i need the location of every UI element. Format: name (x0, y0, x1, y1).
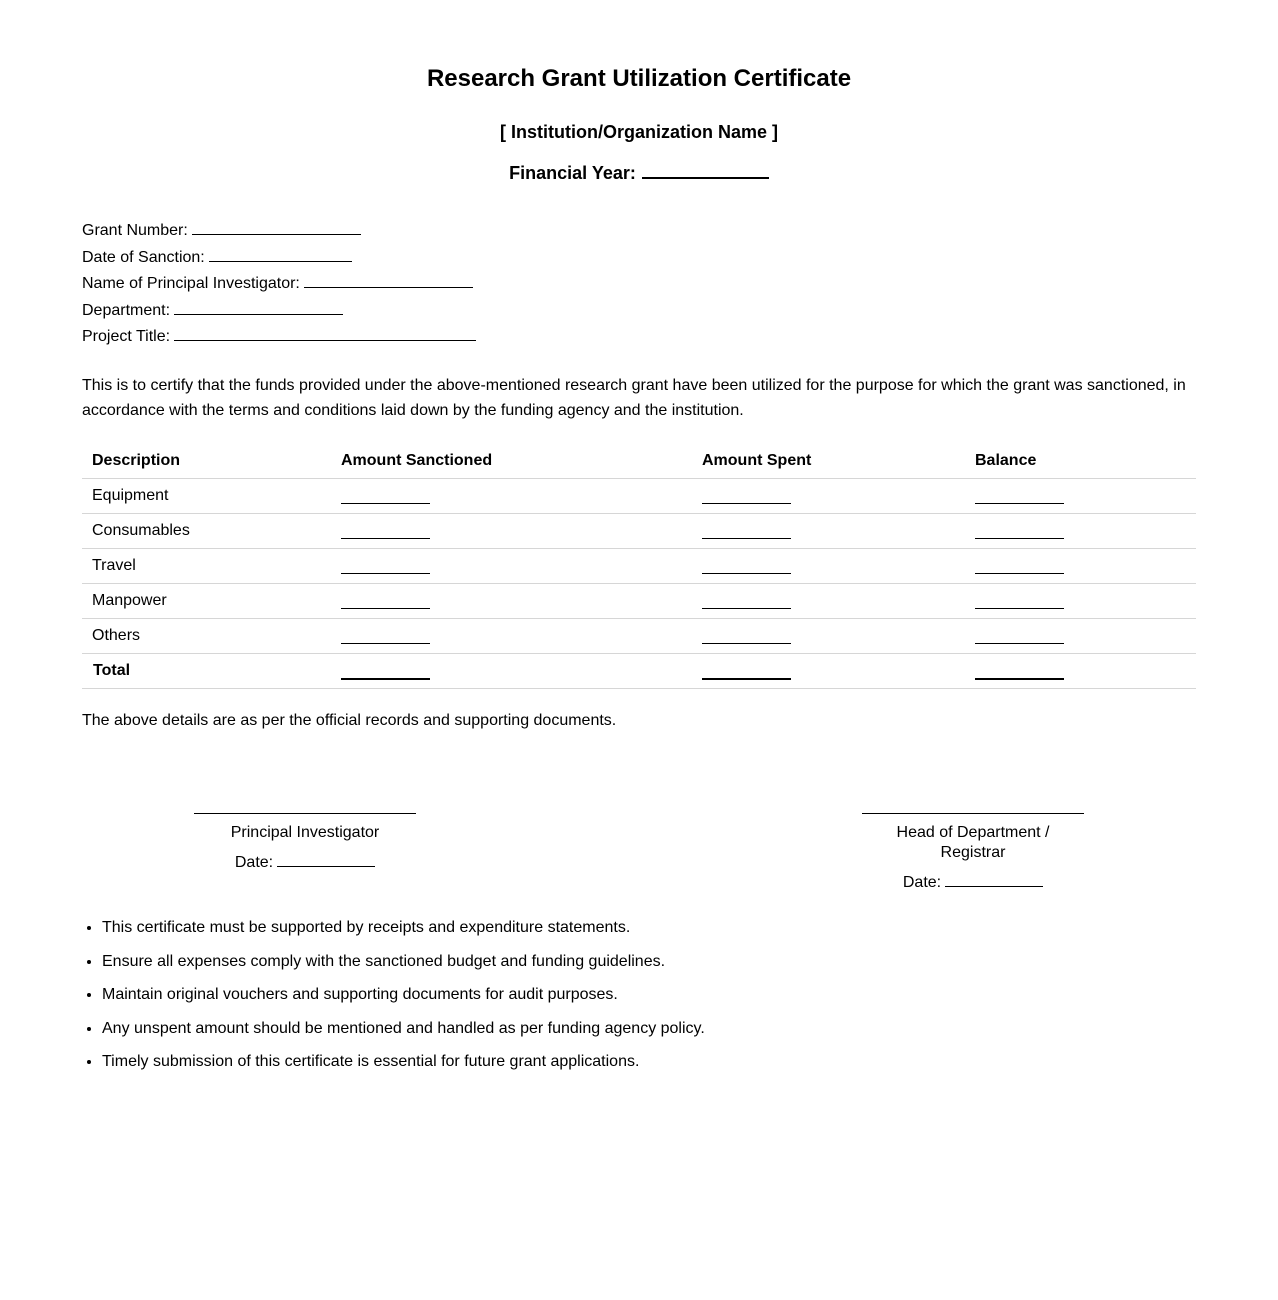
amount-spent-blank (702, 592, 791, 609)
list-item: • Timely submission of this certificate is essential for future grant applications. (102, 1052, 705, 1072)
signature-date (194, 849, 416, 873)
field-department (82, 297, 476, 324)
field-label: Date of Sanction: (82, 248, 205, 266)
total-label: Total (82, 654, 331, 689)
table-row (82, 514, 1196, 549)
financial-year-label: Financial Year: (509, 163, 636, 183)
field-project-title (82, 323, 476, 350)
signature-head-of-department (862, 796, 1084, 893)
document-title: Research Grant Utilization Certificate (426, 65, 852, 92)
date-blank (945, 869, 1043, 887)
balance-blank (975, 592, 1064, 609)
amount-sanctioned-blank (341, 592, 430, 609)
certification-statement: This is to certify that the funds provided under the above-mentioned research grant have been utilized for the purpose for which the grant was sanctioned, in accordance with the terms and conditions laid down by the funding agency and the institution. (82, 377, 1186, 419)
list-item: • Any unspent amount should be mentioned and handled as per funding agency policy. (102, 1019, 705, 1039)
date-label: Date: (234, 854, 274, 871)
column-header-amount-spent: Amount Spent (692, 443, 965, 479)
signature-principal-investigator (194, 796, 416, 873)
field-principal-investigator (82, 270, 476, 297)
table-row (82, 619, 1196, 654)
amount-sanctioned-blank (341, 557, 430, 574)
balance-blank (975, 522, 1064, 539)
date-label: Date: (902, 874, 942, 891)
column-header-amount-sanctioned: Amount Sanctioned (331, 443, 692, 479)
signature-line (194, 813, 416, 814)
row-description: Equipment (82, 479, 331, 514)
list-item: • Maintain original vouchers and supporting documents for audit purposes. (102, 985, 705, 1005)
field-blank (209, 244, 352, 262)
signature-role: Principal Investigator (230, 824, 380, 841)
field-label: Project Title: (82, 328, 171, 345)
field-blank (192, 217, 361, 235)
field-blank (174, 297, 343, 315)
records-statement: The above details are as per the official records and supporting documents. (82, 712, 617, 729)
column-header-description: Description (82, 443, 331, 479)
table-total-row (82, 654, 1196, 689)
table-row (82, 584, 1196, 619)
field-blank (174, 323, 476, 341)
table-header-row (82, 443, 1196, 479)
total-balance-blank (975, 662, 1064, 680)
field-date-of-sanction (82, 244, 476, 271)
signature-date (862, 869, 1084, 893)
list-item: • This certificate must be supported by receipts and expenditure statements. (102, 918, 705, 938)
amount-spent-blank (702, 557, 791, 574)
grant-fields (82, 217, 476, 350)
signature-line (862, 813, 1084, 814)
notes-list (102, 918, 705, 1086)
balance-blank (975, 557, 1064, 574)
row-description: Others (82, 619, 331, 654)
date-blank (277, 849, 375, 867)
field-blank (304, 270, 473, 288)
signature-role: Head of Department / Registrar (896, 824, 1050, 861)
balance-blank (975, 487, 1064, 504)
row-description: Consumables (82, 514, 331, 549)
amount-spent-blank (702, 522, 791, 539)
total-sanctioned-blank (341, 662, 430, 680)
column-header-balance: Balance (965, 443, 1196, 479)
field-label: Grant Number: (82, 222, 188, 239)
amount-sanctioned-blank (341, 627, 430, 644)
balance-blank (975, 627, 1064, 644)
institution-name: [ Institution/Organization Name ] (500, 122, 778, 142)
financial-year-blank (642, 159, 769, 179)
amount-sanctioned-blank (341, 487, 430, 504)
expenditure-table (82, 443, 1196, 689)
amount-sanctioned-blank (341, 522, 430, 539)
list-item: • Ensure all expenses comply with the sanctioned budget and funding guidelines. (102, 952, 705, 972)
row-description: Manpower (82, 584, 331, 619)
field-label: Department: (82, 301, 171, 319)
row-description: Travel (82, 549, 331, 584)
table-row (82, 479, 1196, 514)
amount-spent-blank (702, 487, 791, 504)
financial-year (82, 159, 1196, 184)
field-label: Name of Principal Investigator: (82, 275, 300, 292)
field-grant-number (82, 217, 476, 244)
amount-spent-blank (702, 627, 791, 644)
total-spent-blank (702, 662, 791, 680)
table-row (82, 549, 1196, 584)
